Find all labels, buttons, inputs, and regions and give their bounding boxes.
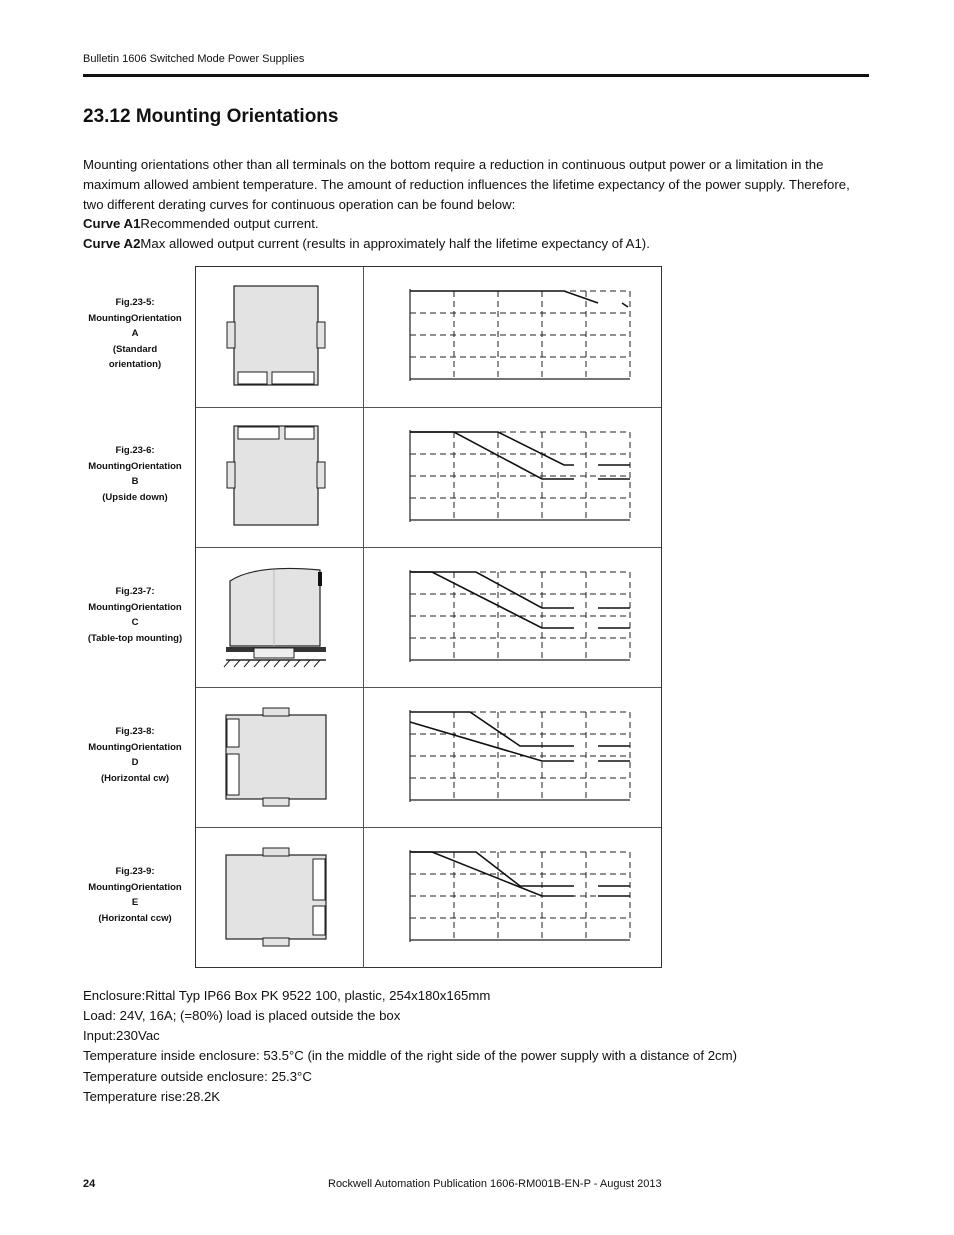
orientation-row-e [196, 827, 661, 968]
spec-enclosure: Enclosure:Rittal Typ IP66 Box PK 9522 100, plastic, 254x180x165mm [83, 988, 491, 1003]
derating-chart-c [364, 548, 661, 688]
fig-number: Fig.23-7: [115, 586, 155, 597]
fig-orientation-label: MountingOrientation [88, 741, 182, 753]
mounting-orientation-table [195, 266, 662, 968]
spec-temperature-rise: Temperature rise:28.2K [83, 1089, 221, 1104]
fig-number: Fig.23-5: [115, 297, 155, 308]
derating-chart-e [364, 828, 661, 968]
power-supply-terminals-top-icon [196, 408, 364, 548]
fig-orientation-letter: C [131, 617, 139, 628]
spec-temperature-inside: Temperature inside enclosure: 53.5°C (in the middle of the right side of the power supply with a distance of 2cm) [83, 1048, 737, 1063]
fig-orientation-label: MountingOrientation [88, 601, 182, 613]
fig-number: Fig.23-6: [115, 445, 155, 456]
fig-caption-e [80, 864, 190, 926]
header-rule [83, 74, 869, 77]
orientation-row-a [196, 267, 661, 407]
fig-number: Fig.23-9: [115, 866, 155, 877]
spec-load: Load: 24V, 16A; (=80%) load is placed outside the box [83, 1008, 401, 1023]
fig-caption-d [80, 724, 190, 786]
fig-orientation-desc: (Horizontal ccw) [98, 912, 172, 924]
fig-orientation-desc: (Upside down) [102, 491, 168, 503]
orientation-row-d [196, 687, 661, 828]
curve-a2-label: Curve A2 [83, 236, 141, 251]
fig-orientation-label: MountingOrientation [88, 312, 182, 324]
power-supply-terminals-bottom-icon [196, 267, 364, 407]
derating-chart-a [364, 267, 661, 407]
curve-a2-text: Max allowed output current (results in approximately half the lifetime expectancy of A1). [140, 236, 650, 251]
curve-a2-definition [83, 236, 650, 251]
curve-a1-label: Curve A1 [83, 216, 141, 231]
orientation-row-b [196, 407, 661, 548]
intro-paragraph: Mounting orientations other than all terminals on the bottom require a reduction in continuous output power or a limitation in the maximum allowed ambient temperature. The amount of reduction influences the lifetime expectancy of the power supply. Therefore, two different derating curves for continuous operation can be found below: [83, 157, 850, 212]
fig-number: Fig.23-8: [115, 726, 155, 737]
fig-caption-a [80, 295, 190, 373]
fig-caption-c [80, 584, 190, 646]
spec-temperature-outside: Temperature outside enclosure: 25.3°C [83, 1069, 312, 1084]
fig-orientation-desc-2: orientation) [108, 359, 162, 370]
fig-orientation-letter: E [131, 897, 139, 908]
fig-caption-b [80, 443, 190, 505]
spec-input: Input:230Vac [83, 1028, 160, 1043]
derating-chart-b [364, 408, 661, 548]
fig-orientation-label: MountingOrientation [88, 460, 182, 472]
derating-chart-d [364, 688, 661, 828]
fig-orientation-letter: B [131, 476, 139, 487]
power-supply-table-top-icon [196, 548, 364, 688]
power-supply-horizontal-cw-icon [196, 688, 364, 828]
fig-orientation-desc: (Horizontal cw) [100, 772, 170, 784]
fig-orientation-letter: A [131, 328, 139, 339]
page-number: 24 [83, 1178, 96, 1190]
header-title: Bulletin 1606 Switched Mode Power Supplies [83, 53, 305, 65]
section-heading: 23.12 Mounting Orientations [83, 106, 339, 127]
orientation-row-c [196, 547, 661, 688]
fig-orientation-letter: D [131, 757, 139, 768]
fig-orientation-label: MountingOrientation [88, 881, 182, 893]
curve-a1-text: Recommended output current. [140, 216, 319, 231]
power-supply-horizontal-ccw-icon [196, 828, 364, 968]
fig-orientation-desc: (Table-top mounting) [87, 632, 183, 644]
publication-footer: Rockwell Automation Publication 1606-RM001B-EN-P - August 2013 [328, 1178, 662, 1190]
fig-orientation-desc: (Standard [112, 343, 158, 355]
curve-a1-definition [83, 216, 319, 231]
